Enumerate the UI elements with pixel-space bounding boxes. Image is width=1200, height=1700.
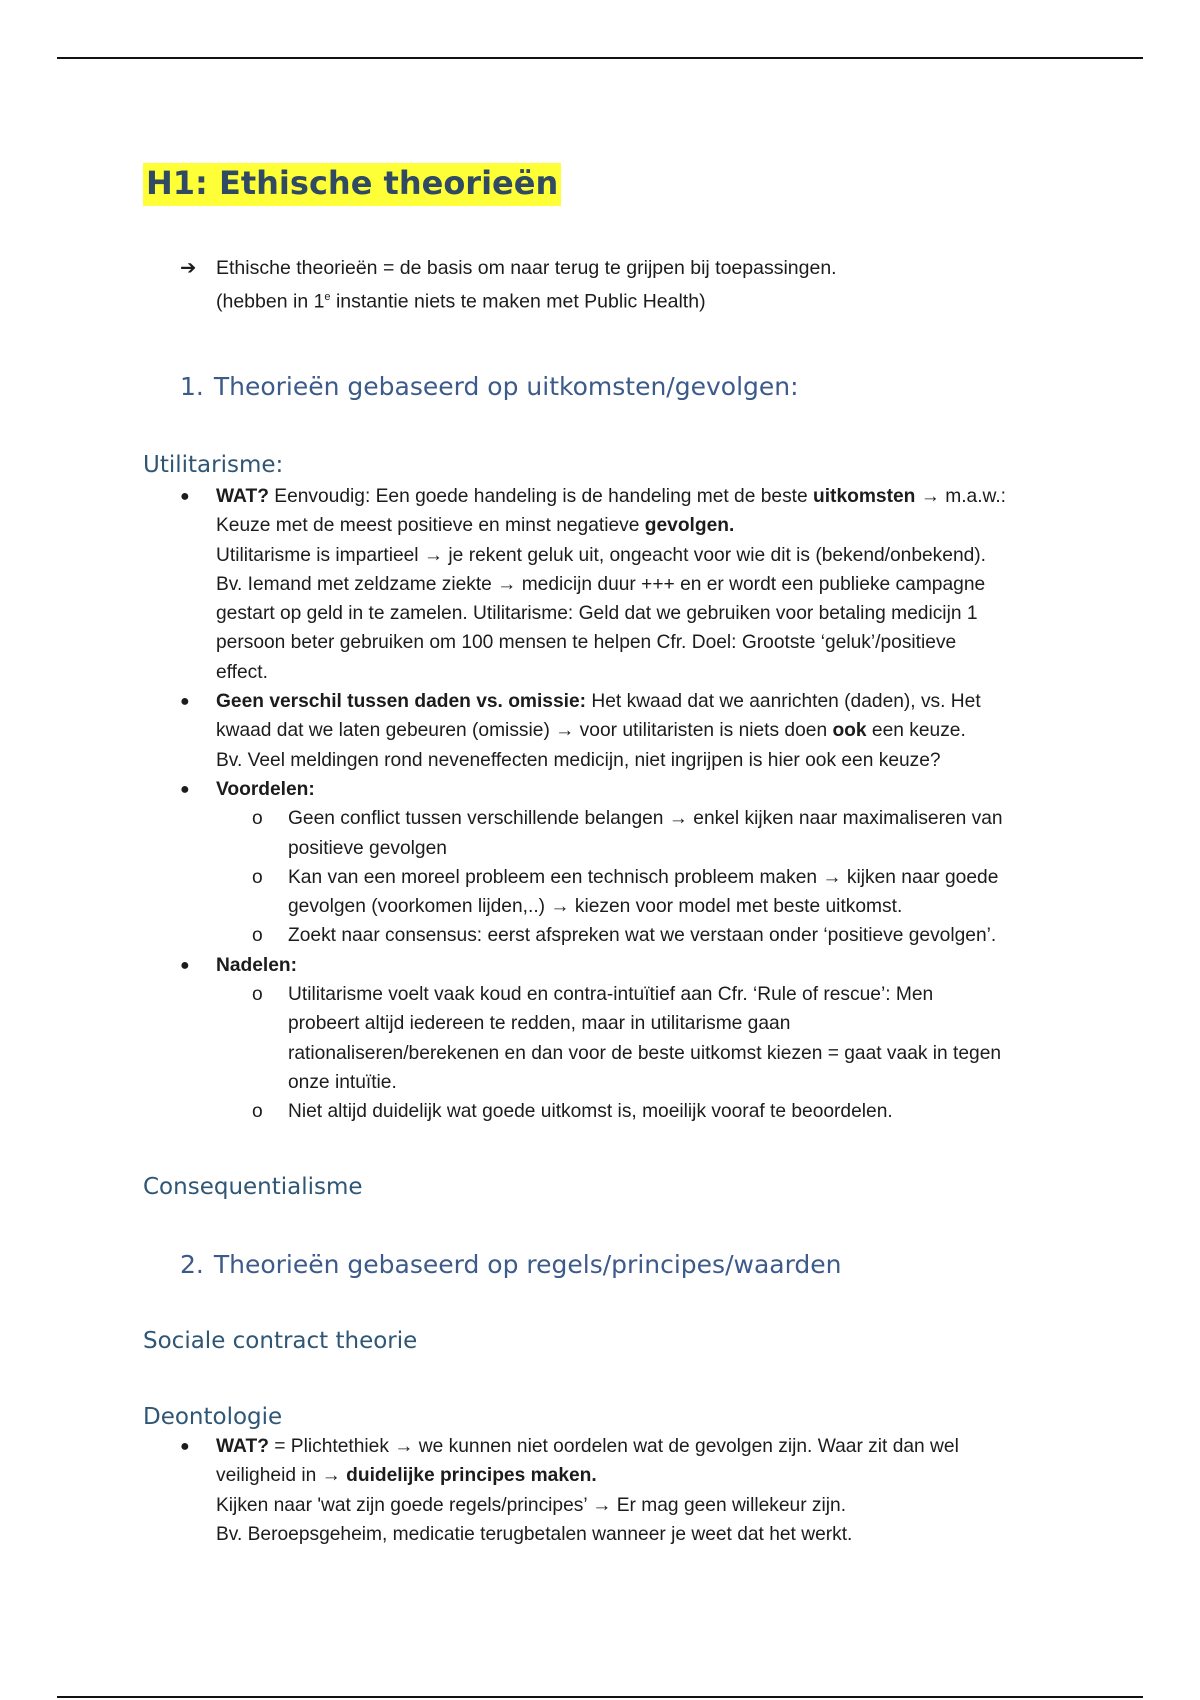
heading-deontologie: Deontologie bbox=[143, 1404, 283, 1430]
sub-list-item: o Utilitarisme voelt vaak koud en contra-intuïtief aan Cfr. ‘Rule of rescue’: Men probeert altijd iedereen te redden, maar in utilitarisme gaan rationaliseren/berekenen en dan voor de beste uitkomst kiezen = gaat vaak in tegen onze intuïtie. bbox=[180, 980, 1060, 1097]
intro bbox=[180, 254, 837, 317]
sub-list-item: o Zoekt naar consensus: eerst afspreken wat we verstaan onder ‘positieve gevolgen’. bbox=[180, 921, 1060, 950]
sub-bullet-icon: o bbox=[252, 984, 263, 1006]
sub-bullet-icon: o bbox=[252, 925, 263, 947]
heading-consequentialisme: Consequentialisme bbox=[143, 1174, 363, 1200]
sub-bullet-icon: o bbox=[252, 808, 263, 830]
sub-list-item: o Geen conflict tussen verschillende belangen → enkel kijken naar maximaliseren van positieve gevolgen bbox=[180, 804, 1060, 863]
list-item: ● WAT? Eenvoudig: Een goede handeling is de handeling met de beste uitkomsten → m.a.w.: Keuze met de meest positieve en minst negatieve gevolgen. Utilitarisme is impartieel → je rekent geluk uit, ongeacht voor wie dit is (bekend/onbekend). Bv. Iemand met zeldzame ziekte → medicijn duur +++ en er wordt een publieke campagne gestart op geld in te zamelen. Utilitarisme: Geld dat we gebruiken voor betaling medicijn 1 persoon beter gebruiken om 100 mensen te helpen Cfr. Doel: Grootste ‘geluk’/positieve effect. bbox=[180, 482, 1060, 687]
sub-list-item: o Kan van een moreel probleem een technisch probleem maken → kijken naar goede gevolgen (voorkomen lijden,..) → kiezen voor model met beste uitkomst. bbox=[180, 863, 1060, 922]
arrow-right-icon: ➔ bbox=[180, 257, 197, 279]
list-item: ● Geen verschil tussen daden vs. omissie: Het kwaad dat we aanrichten (daden), vs. Het kwaad dat we laten gebeuren (omissie) → voor utilitaristen is niets doen ook een keuze. Bv. Veel meldingen rond neveneffecten medicijn, niet ingrijpen is hier ook een keuze? bbox=[180, 687, 1060, 775]
intro-line-2: (hebben in 1e instantie niets te maken met Public Health) bbox=[216, 290, 706, 313]
sub-bullet-icon: o bbox=[252, 866, 263, 888]
heading-utilitarisme: Utilitarisme: bbox=[143, 452, 284, 478]
bullet-icon: ● bbox=[180, 488, 190, 505]
intro-line-1: Ethische theorieën = de basis om naar terug te grijpen bij toepassingen. bbox=[216, 257, 837, 279]
bullet-icon: ● bbox=[180, 956, 190, 974]
heading-sociale-contract: Sociale contract theorie bbox=[143, 1328, 418, 1354]
utilitarisme-list bbox=[180, 482, 1060, 1127]
list-item: ● Nadelen: bbox=[180, 951, 1060, 980]
list-item: ● WAT? = Plichtethiek → we kunnen niet oordelen wat de gevolgen zijn. Waar zit dan wel veiligheid in → duidelijke principes maken. Kijken naar 'wat zijn goede regels/principes’ → Er mag geen willekeur zijn. Bv. Beroepsgeheim, medicatie terugbetalen wanneer je weet dat het werkt. bbox=[180, 1432, 1060, 1549]
section-2-heading: 2. Theorieën gebaseerd op regels/principes/waarden bbox=[180, 1250, 842, 1279]
bullet-icon: ● bbox=[180, 780, 190, 798]
page-title: H1: Ethische theorieën bbox=[143, 163, 561, 206]
sub-list-item: o Niet altijd duidelijk wat goede uitkomst is, moeilijk vooraf te beoordelen. bbox=[180, 1097, 1060, 1126]
sub-bullet-icon: o bbox=[252, 1101, 263, 1123]
footer-rule bbox=[57, 1696, 1143, 1698]
deontologie-list bbox=[180, 1432, 1060, 1549]
header-rule bbox=[57, 57, 1143, 59]
bullet-icon: ● bbox=[180, 693, 190, 711]
bullet-icon: ● bbox=[180, 1438, 190, 1455]
list-item: ● Voordelen: bbox=[180, 775, 1060, 804]
section-1-heading: 1. Theorieën gebaseerd op uitkomsten/gevolgen: bbox=[180, 372, 799, 401]
